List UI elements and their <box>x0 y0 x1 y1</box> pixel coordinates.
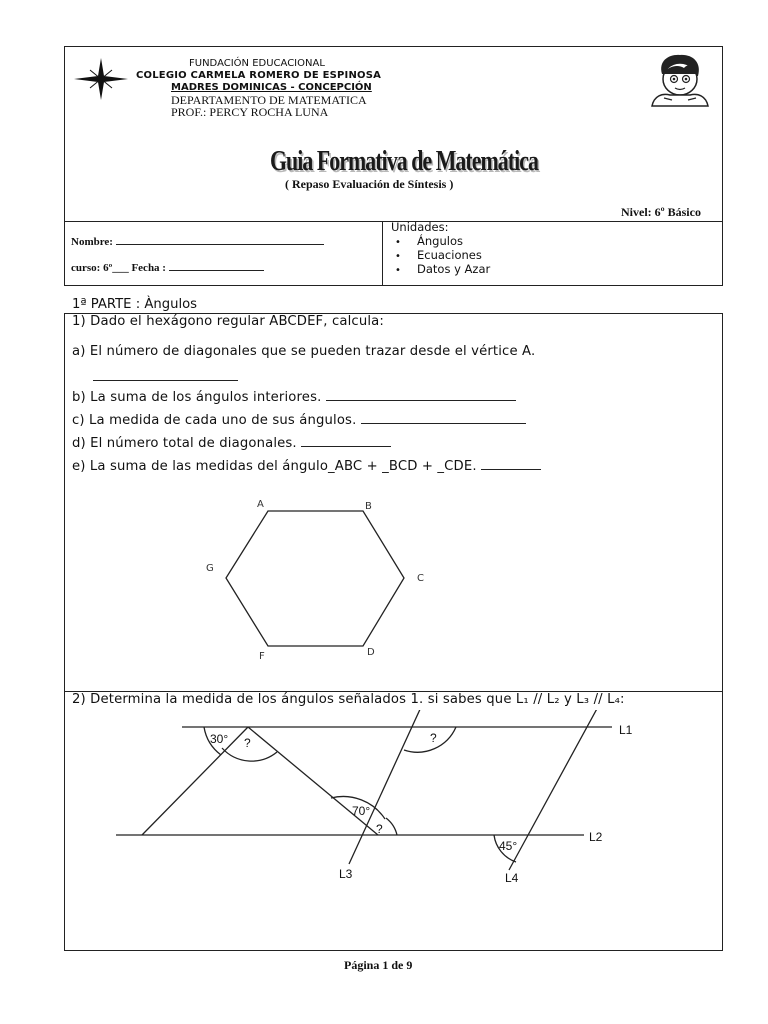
date-blank[interactable] <box>169 259 264 271</box>
angle-label-l3-top: ? <box>430 731 437 745</box>
q1-item-a: a) El número de diagonales que se pueden trazar desde el vértice A. <box>72 344 536 359</box>
vertex-label-a: A <box>257 499 264 510</box>
part1-heading: 1ª PARTE : Àngulos <box>72 297 198 312</box>
level-label: Nivel: 6º Básico <box>621 205 701 219</box>
name-field[interactable] <box>71 233 324 248</box>
answer-blank-d[interactable] <box>301 435 391 447</box>
name-label: Nombre: <box>71 236 113 248</box>
angle-label-30: 30° <box>210 732 229 746</box>
q1-item-e-row <box>72 458 541 474</box>
line-l4 <box>509 710 599 870</box>
student-cartoon-icon <box>648 52 712 108</box>
hexagon-figure <box>190 490 450 670</box>
line-label-l2: L2 <box>589 830 603 844</box>
teacher-line: PROF.: PERCY ROCHA LUNA <box>171 105 329 119</box>
angle-label-70: 70° <box>352 804 371 818</box>
course-date-field[interactable] <box>71 259 264 274</box>
department-line: DEPARTAMENTO DE MATEMATICA <box>171 93 367 107</box>
q1-item-b-row <box>72 389 516 405</box>
box-divider <box>382 221 383 286</box>
school-name: COLEGIO CARMELA ROMERO DE ESPINOSA <box>136 70 382 81</box>
vertex-label-c: C <box>417 573 424 584</box>
vertex-label-g: G <box>206 563 214 574</box>
angle-label-triangle-top: ? <box>244 736 251 750</box>
congregation-line: MADRES DOMINICAS - CONCEPCIÓN <box>171 82 372 93</box>
q1-item-c: c) La medida de cada uno de sus ángulos. <box>72 413 357 428</box>
q1-item-e: e) La suma de las medidas del ángulo_ABC + _BCD + _CDE. <box>72 459 477 474</box>
page-number: Página 1 de 9 <box>344 958 413 972</box>
vertex-label-b: B <box>365 501 372 512</box>
q1-item-d: d) El número total de diagonales. <box>72 436 297 451</box>
triangle-left-side <box>142 727 248 835</box>
angle-arc-l2-question <box>386 818 397 835</box>
units-list <box>389 234 490 276</box>
unit-item-datos-azar: • Datos y Azar <box>389 262 490 276</box>
answer-blank-e[interactable] <box>481 458 541 470</box>
q1-item-d-row <box>72 435 391 451</box>
foundation-line: FUNDACIÓN EDUCACIONAL <box>189 58 325 69</box>
parallel-lines-figure <box>64 710 723 950</box>
q1-item-b: b) La suma de los ángulos interiores. <box>72 390 322 405</box>
answer-blank-c[interactable] <box>361 412 526 424</box>
course-date-label: curso: 6º___ Fecha : <box>71 262 166 274</box>
compass-star-icon <box>74 58 128 100</box>
angle-label-45: 45° <box>499 839 518 853</box>
q2-prompt: 2) Determina la medida de los ángulos señalados 1. si sabes que L₁ // L₂ y L₃ // L₄: <box>72 692 625 707</box>
vertex-label-f: F <box>259 651 265 662</box>
triangle-right-side <box>248 727 378 835</box>
angle-label-l2: ? <box>376 822 383 836</box>
line-label-l1: L1 <box>619 723 633 737</box>
answer-blank-b[interactable] <box>326 389 516 401</box>
line-label-l3: L3 <box>339 867 353 881</box>
units-label: Unidades: <box>391 220 449 234</box>
document-subtitle: ( Repaso Evaluación de Síntesis ) <box>285 177 454 191</box>
name-blank[interactable] <box>116 233 324 245</box>
hexagon-shape <box>226 511 404 646</box>
vertex-label-d: D <box>367 647 375 658</box>
unit-item-angulos: • Ángulos <box>389 234 490 248</box>
line-label-l4: L4 <box>505 871 519 885</box>
document-title: Guia Formativa de Matemática <box>270 146 538 177</box>
q1-prompt: 1) Dado el hexágono regular ABCDEF, calcula: <box>72 314 384 329</box>
unit-item-ecuaciones: • Ecuaciones <box>389 248 490 262</box>
answer-blank-a[interactable] <box>93 369 238 381</box>
q1-item-c-row <box>72 412 526 428</box>
line-l3 <box>349 710 422 864</box>
